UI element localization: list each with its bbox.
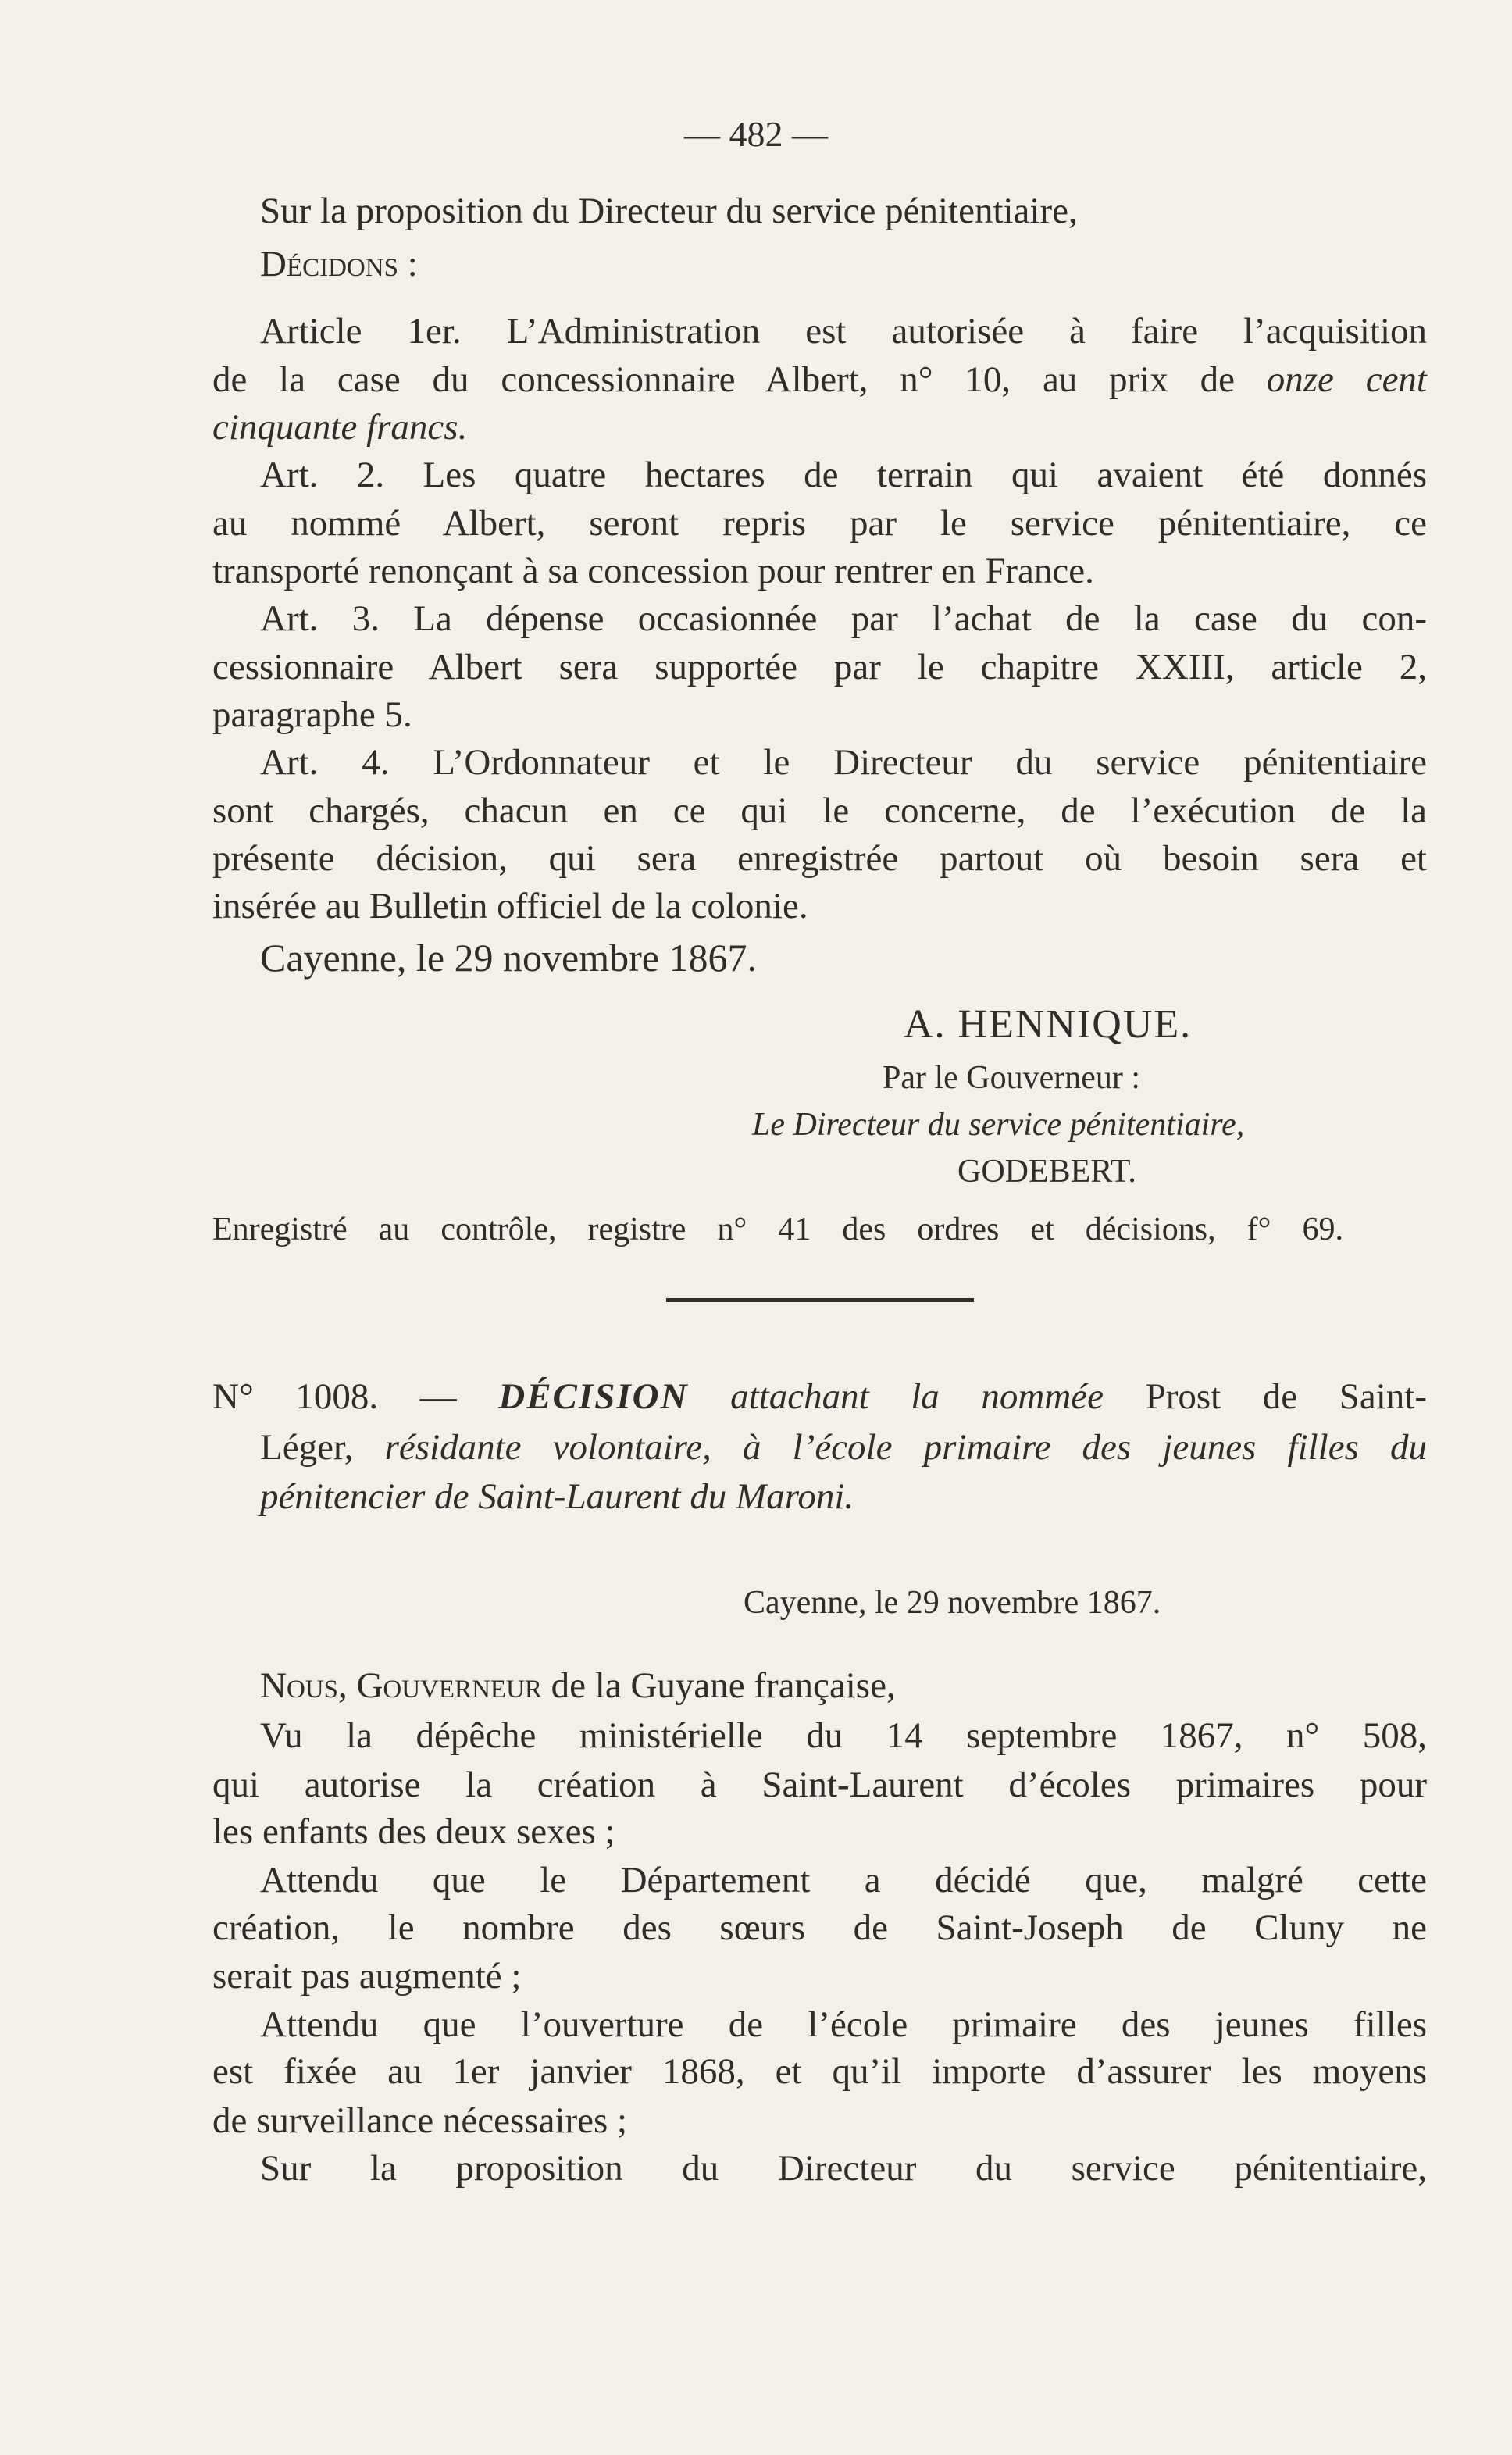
signature-hennique: A. HENNIQUE.	[904, 1002, 1193, 1047]
directeur-title: Le Directeur du service pénitentiaire,	[752, 1107, 1245, 1143]
decidons-heading: Décidons :	[260, 244, 418, 284]
intro-line: Sur la proposition du Directeur du service pénitentiaire,	[260, 191, 1078, 231]
article-3-line: Art. 3. La dépense occasionnée par l’achat de la case du con-	[260, 598, 1427, 639]
body-line: Sur la proposition du Directeur du service pénitentiaire,	[260, 2148, 1427, 2189]
body-line: serait pas augmenté ;	[212, 1956, 522, 1996]
nous-gouverneur-line: Nous, Gouverneur de la Guyane française,	[260, 1665, 896, 1706]
article-4-line: insérée au Bulletin officiel de la colonie.	[212, 886, 808, 926]
date-line: Cayenne, le 29 novembre 1867.	[260, 936, 757, 980]
article-2-line: Art. 2. Les quatre hectares de terrain qui avaient été donnés	[260, 455, 1427, 495]
date-line: Cayenne, le 29 novembre 1867.	[744, 1585, 1161, 1621]
body-line: de surveillance nécessaires ;	[212, 2100, 628, 2141]
article-2-line: transporté renonçant à sa concession pour rentrer en France.	[212, 551, 1094, 591]
article-1-line: de la case du concessionnaire Albert, n° 10, au prix de onze cent	[212, 359, 1427, 400]
article-1-line: cinquante francs.	[212, 407, 468, 448]
section-divider	[666, 1298, 974, 1302]
article-3-line: cessionnaire Albert sera supportée par le chapitre XXIII, article 2,	[212, 647, 1427, 687]
signature-godebert: GODEBERT.	[957, 1154, 1136, 1190]
body-line: les enfants des deux sexes ;	[212, 1811, 615, 1852]
par-le-gouverneur: Par le Gouverneur :	[883, 1060, 1141, 1096]
page-number: — 482 —	[684, 114, 828, 154]
body-line: Attendu que l’ouverture de l’école primaire des jeunes filles	[260, 2004, 1427, 2045]
article-4-line: Art. 4. L’Ordonnateur et le Directeur du service pénitentiaire	[260, 742, 1427, 783]
registration-note: Enregistré au contrôle, registre n° 41 des ordres et décisions, f° 69.	[212, 1211, 1343, 1247]
article-3-line: paragraphe 5.	[212, 694, 412, 735]
body-line: Attendu que le Département a décidé que, malgré cette	[260, 1860, 1427, 1900]
article-4-line: présente décision, qui sera enregistrée partout où besoin sera et	[212, 838, 1427, 879]
body-line: est fixée au 1er janvier 1868, et qu’il importe d’assurer les moyens	[212, 2051, 1427, 2092]
body-line: qui autorise la création à Saint-Laurent d’écoles primaires pour	[212, 1765, 1427, 1805]
body-line: Vu la dépêche ministérielle du 14 septembre 1867, n° 508,	[260, 1715, 1427, 1756]
decision-heading-line: N° 1008. — DÉCISION attachant la nommée Prost de Saint-	[212, 1376, 1428, 1417]
decision-heading-line: Léger, résidante volontaire, à l’école primaire des jeunes filles du	[260, 1427, 1427, 1468]
article-1-line: Article 1er. L’Administration est autorisée à faire l’acquisition	[260, 311, 1427, 351]
article-2-line: au nommé Albert, seront repris par le service pénitentiaire, ce	[212, 503, 1427, 544]
decision-heading-line: pénitencier de Saint-Laurent du Maroni.	[260, 1476, 854, 1517]
article-4-line: sont chargés, chacun en ce qui le concerne, de l’exécution de la	[212, 790, 1427, 831]
body-line: création, le nombre des sœurs de Saint-Joseph de Cluny ne	[212, 1907, 1427, 1948]
